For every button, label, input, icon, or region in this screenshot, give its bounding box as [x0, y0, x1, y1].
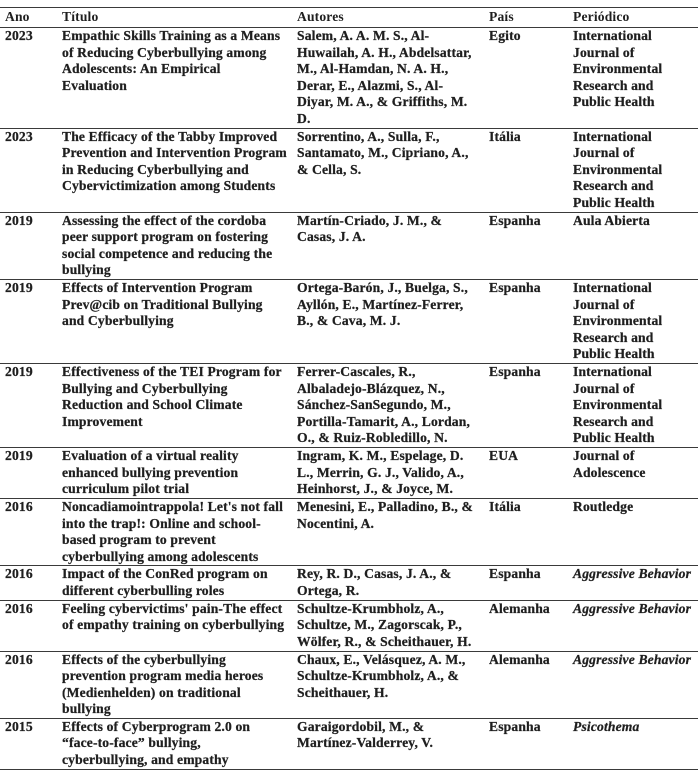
cell-titulo: The Efficacy of the Tabby Improved Prevention and Intervention Program in Reducing Cyberbullying and Cybervictimization among Students: [62, 128, 287, 194]
cell-ano: 2019: [5, 447, 33, 463]
cell-periodico: International Journal of Environmental Research and Public Health: [573, 363, 663, 446]
cell-titulo: Noncadiamointrappola! Let's not fall into the trap!: Online and school-based program to prevent cyberbullying among adolescents: [62, 498, 284, 564]
cell-pais: Alemanha: [489, 651, 550, 667]
table-row: [0, 651, 698, 718]
cell-periodico: Journal of Adolescence: [573, 447, 646, 480]
cell-periodico: Routledge: [573, 498, 634, 514]
cell-pais: Espanha: [489, 363, 541, 379]
table-row: [0, 600, 698, 651]
studies-table: [0, 7, 698, 770]
cell-ano: 2023: [5, 28, 33, 43]
table-row: [0, 718, 698, 769]
cell-titulo: Assessing the effect of the cordoba peer support program on fostering social competence and reducing the bullying: [62, 212, 273, 278]
cell-titulo: Effects of Cyberprogram 2.0 on “face-to-face” bullying, cyberbullying, and empathy: [62, 718, 251, 768]
cell-titulo: Effectiveness of the TEI Program for Bullying and Cyberbullying Reduction and School Climate Improvement: [62, 363, 282, 429]
cell-autores: Rey, R. D., Casas, J. A., & Ortega, R.: [297, 566, 452, 598]
header-periodico: Periódico: [573, 9, 630, 24]
cell-autores: Chaux, E., Velásquez, A. M., Schultze-Krumbholz, A., & Scheithauer, H.: [297, 651, 466, 700]
cell-pais: Espanha: [489, 718, 541, 734]
cell-titulo: Evaluation of a virtual reality enhanced bullying prevention curriculum pilot trial: [62, 447, 239, 497]
header-autores: Autores: [297, 9, 344, 24]
cell-ano: 2015: [5, 718, 33, 734]
cell-ano: 2023: [5, 128, 33, 144]
cell-periodico: International Journal of Environmental Research and Public Health: [573, 279, 663, 362]
cell-autores: Martín-Criado, J. M., & Casas, J. A.: [297, 212, 443, 245]
cell-autores: Schultze-Krumbholz, A., Schultze, M., Zagorscak, P., Wölfer, R., & Scheithauer, H.: [297, 600, 472, 649]
cell-ano: 2019: [5, 363, 33, 379]
studies-table-container: [0, 7, 698, 770]
cell-pais: Espanha: [489, 212, 541, 228]
cell-periodico: International Journal of Environmental Research and Public Health: [573, 28, 663, 110]
table-row: [0, 566, 698, 600]
cell-autores: Menesini, E., Palladino, B., & Nocentini, A.: [297, 498, 473, 531]
cell-periodico: Psicothema: [573, 718, 640, 734]
cell-autores: Ingram, K. M., Espelage, D. L., Merrin, G. J., Valido, A., Heinhorst, J., & Joyce, M.: [297, 447, 464, 497]
cell-titulo: Empathic Skills Training as a Means of Reducing Cyberbullying among Adolescents: An Empirical Evaluation: [62, 28, 281, 93]
table-row: [0, 447, 698, 498]
cell-pais: Alemanha: [489, 600, 550, 616]
cell-pais: Egito: [489, 28, 521, 43]
header-ano: Ano: [5, 9, 30, 24]
cell-pais: Espanha: [489, 279, 541, 295]
cell-autores: Garaigordobil, M., & Martínez-Valderrey, V.: [297, 718, 434, 751]
cell-titulo: Impact of the ConRed program on different cyberbulling roles: [62, 566, 268, 598]
cell-periodico: International Journal of Environmental Research and Public Health: [573, 128, 663, 210]
cell-autores: Sorrentino, A., Sulla, F., Santamato, M., Cipriano, A., & Cella, S.: [297, 128, 469, 177]
cell-ano: 2016: [5, 651, 33, 667]
cell-periodico: Aggressive Behavior: [573, 600, 692, 616]
cell-ano: 2016: [5, 600, 33, 616]
cell-pais: Espanha: [489, 566, 541, 582]
cell-ano: 2019: [5, 279, 33, 295]
table-row: [0, 279, 698, 363]
cell-pais: Itália: [489, 498, 521, 514]
cell-pais: Itália: [489, 128, 521, 144]
cell-autores: Ortega-Barón, J., Buelga, S., Ayllón, E., Martínez-Ferrer, B., & Cava, M. J.: [297, 279, 468, 329]
cell-titulo: Feeling cybervictims' pain-The effect of empathy training on cyberbullying: [62, 600, 285, 633]
table-header-row: [0, 8, 698, 28]
cell-titulo: Effects of the cyberbullying prevention program media heroes (Medienhelden) on traditional bullying: [62, 651, 264, 717]
cell-ano: 2016: [5, 566, 33, 582]
table-row: [0, 28, 698, 129]
header-titulo: Título: [62, 9, 99, 24]
cell-ano: 2019: [5, 212, 33, 228]
table-row: [0, 498, 698, 565]
cell-titulo: Effects of Intervention Program Prev@cib on Traditional Bullying and Cyberbullying: [62, 279, 263, 329]
cell-autores: Salem, A. A. M. S., Al-Huwailah, A. H., Abdelsattar, M., Al-Hamdan, N. A. H., Derar, E., Alazmi, S., Al-Diyar, M. A., & Griffiths, M. D.: [297, 28, 472, 126]
cell-autores: Ferrer-Cascales, R., Albaladejo-Blázquez, N., Sánchez-SanSegundo, M., Portilla-Tamarit, A., Lordan, O., & Ruiz-Robledillo, N.: [297, 363, 471, 446]
cell-periodico: Aggressive Behavior: [573, 566, 692, 582]
table-row: [0, 363, 698, 447]
header-pais: País: [489, 9, 514, 24]
table-row: [0, 128, 698, 212]
table-row: [0, 212, 698, 279]
cell-periodico: Aggressive Behavior: [573, 651, 692, 667]
cell-periodico: Aula Abierta: [573, 212, 650, 228]
cell-ano: 2016: [5, 498, 33, 514]
cell-pais: EUA: [489, 447, 519, 463]
